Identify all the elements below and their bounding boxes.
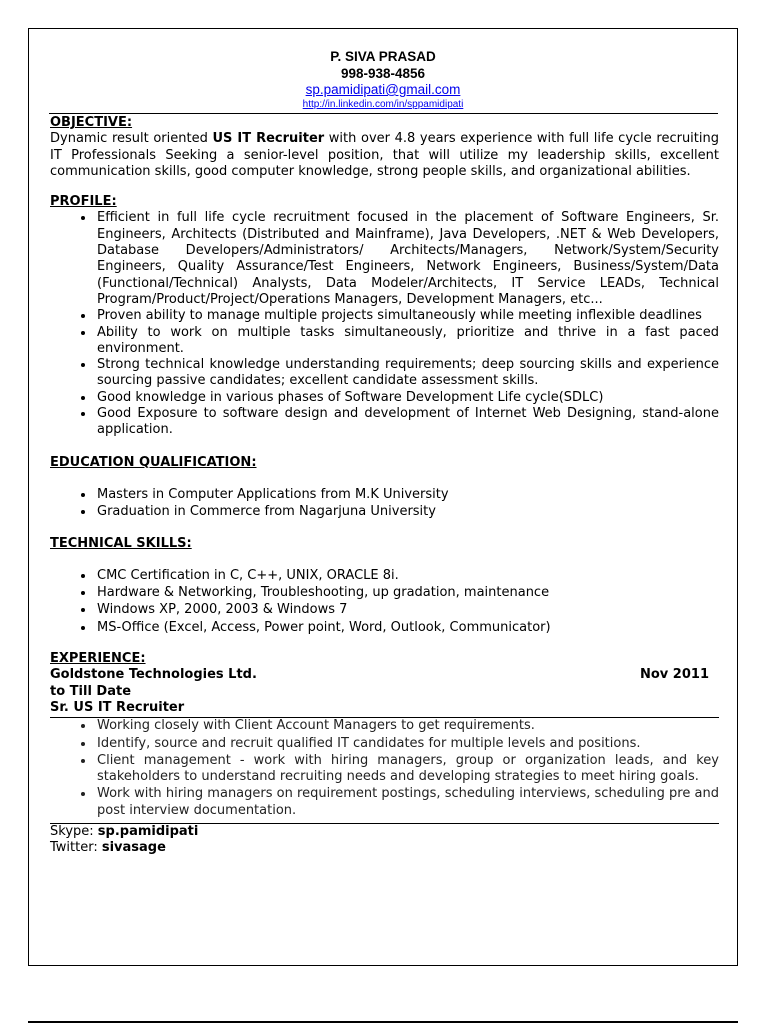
list-item: • Ability to work on multiple tasks simultaneously, prioritize and thrive in a fast paced environment.: [95, 325, 719, 358]
job-role: Sr. US IT Recruiter: [50, 699, 185, 715]
spacer: [50, 522, 719, 536]
spacer: [50, 637, 719, 651]
experience-heading: EXPERIENCE:: [50, 651, 146, 667]
linkedin-link[interactable]: http://in.linkedin.com/in/sppamidipati: [302, 99, 464, 110]
experience-company-row: [50, 667, 719, 683]
experience-list: [50, 718, 719, 819]
objective-text: Dynamic result oriented US IT Recruiter with over 4.8 years experience with full life cycle recruiting IT Professionals Seeking a senior-level position, that will utilize my leadership skills, excellent communication skills, good computer knowledge, strong people skills, and organizational abilities.: [50, 131, 719, 179]
list-item: • Windows XP, 2000, 2003 & Windows 7: [95, 602, 719, 618]
list-item: • MS-Office (Excel, Access, Power point, Word, Outlook, Communicator): [95, 620, 719, 636]
spacer: [50, 180, 719, 194]
spacer: [50, 552, 719, 568]
list-item: • CMC Certification in C, C++, UNIX, ORACLE 8i.: [95, 568, 719, 584]
list-item: • Good knowledge in various phases of Software Development Life cycle(SDLC): [95, 390, 719, 406]
email-link[interactable]: sp.pamidipati@gmail.com: [305, 82, 461, 97]
spacer: [50, 439, 719, 455]
list-item: • Client management - work with hiring managers, group or organization leads, and key stakeholders to understand recruiting needs and developing strategies to meet hiring goals.: [95, 753, 719, 786]
experience-end-date: to Till Date: [50, 683, 132, 699]
profile-heading: PROFILE:: [50, 194, 117, 210]
experience-start-date: Nov 2011: [640, 667, 709, 683]
objective-heading: OBJECTIVE:: [50, 115, 133, 130]
education-list: [50, 487, 719, 521]
list-item: • Hardware & Networking, Troubleshooting, up gradation, maintenance: [95, 585, 719, 601]
list-item: • Proven ability to manage multiple projects simultaneously while meeting inflexible deadlines: [95, 308, 719, 324]
list-item: • Strong technical knowledge understanding requirements; deep sourcing skills and experience sourcing passive candidates; excellent candidate assessment skills.: [95, 357, 719, 390]
skills-heading: TECHNICAL SKILLS:: [50, 535, 192, 551]
list-item: • Good Exposure to software design and development of Internet Web Designing, stand-alone application.: [95, 406, 719, 439]
education-heading: EDUCATION QUALIFICATION:: [50, 454, 257, 470]
spacer: [50, 471, 719, 487]
objective-highlight: US IT Recruiter: [212, 131, 325, 147]
twitter-line: Twitter: sivasage: [50, 840, 166, 856]
company-name: Goldstone Technologies Ltd.: [50, 667, 257, 683]
list-item: • Graduation in Commerce from Nagarjuna University: [95, 504, 719, 520]
list-item: • Work with hiring managers on requirement postings, scheduling interviews, scheduling pre and post interview documentation.: [95, 786, 719, 819]
profile-list: [50, 210, 719, 438]
twitter-handle: sivasage: [101, 840, 166, 856]
phone-number: 998-938-4856: [340, 66, 426, 81]
resume-body: [50, 115, 719, 857]
header-divider: [49, 113, 718, 114]
next-page-edge: [28, 1021, 738, 1023]
list-item: • Efficient in full life cycle recruitment focused in the placement of Software Engineers, Sr. Engineers, Architects (Distributed and Mainframe), Java Developers, .NET & Web Developers, Database Developers/Administrators/ Architects/Managers, Network/System/Security Engineers, Quality Assurance/Test Engineers, Network Engineers, Business/System/Data (Functional/Technical) Analysts, Data Modeler/Architects, IT Service LEADs, Technical Program/Product/Project/Operations Managers, Development Managers, etc...: [95, 210, 719, 308]
skype-line: Skype: sp.pamidipati: [50, 823, 199, 839]
skype-handle: sp.pamidipati: [97, 823, 199, 839]
candidate-name: P. SIVA PRASAD: [330, 49, 436, 64]
skills-list: [50, 568, 719, 636]
list-item: • Masters in Computer Applications from M.K University: [95, 487, 719, 503]
list-item: • Working closely with Client Account Managers to get requirements.: [95, 718, 719, 734]
resume-page: [28, 28, 738, 966]
list-item: • Identify, source and recruit qualified IT candidates for multiple levels and positions.: [95, 736, 719, 752]
